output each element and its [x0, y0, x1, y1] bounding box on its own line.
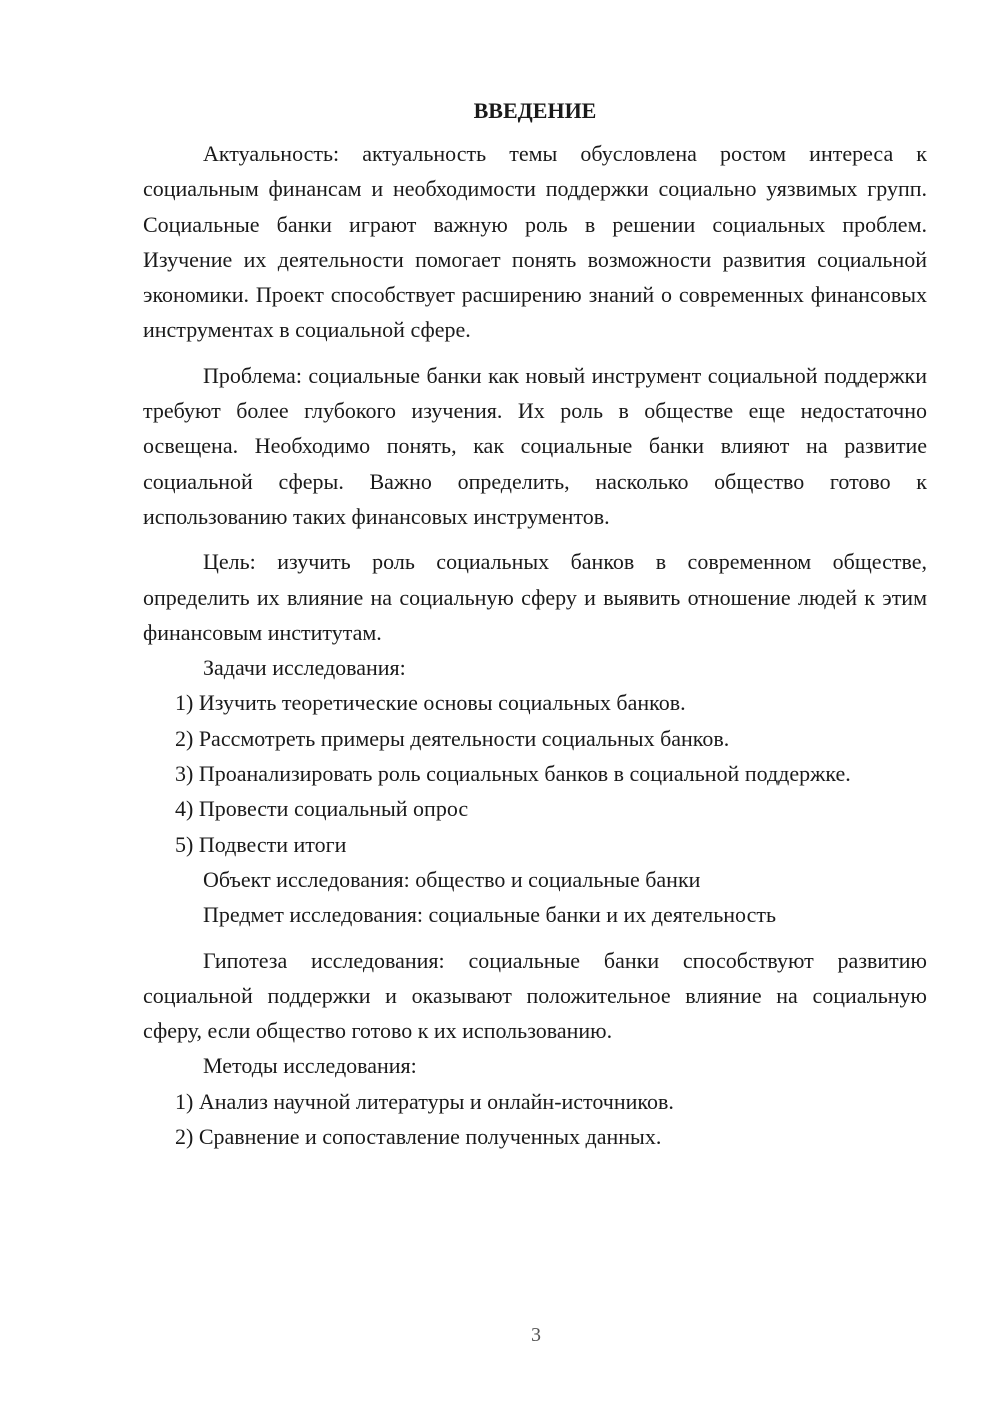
method-item-2: 2) Сравнение и сопоставление полученных данных.	[175, 1124, 662, 1150]
methods-heading: Методы исследования:	[203, 1053, 417, 1079]
task-item-5: 5) Подвести итоги	[175, 831, 347, 857]
task-item-1: 1) Изучить теоретические основы социальных банков.	[175, 690, 686, 716]
page-number: 3	[531, 1324, 541, 1346]
tasks-heading: Задачи исследования:	[203, 655, 406, 681]
problem-paragraph: Проблема: социальные банки как новый инструмент социальной поддержки требуют более глубокого изучения. Их роль в обществе еще недостаточно освещена. Необходимо понять, как социальные банки влияют на развитие социальной сферы. Важно определить, насколько общество готово к использованию таких финансовых инструментов.	[143, 362, 927, 529]
goal-paragraph: Цель: изучить роль социальных банков в современном обществе, определить их влияние на социальную сферу и выявить отношение людей к этим финансовым институтам.	[143, 549, 927, 645]
task-item-3: 3) Проанализировать роль социальных банков в социальной поддержке.	[175, 761, 851, 787]
method-item-1: 1) Анализ научной литературы и онлайн-источников.	[175, 1088, 674, 1114]
document-page	[143, 95, 927, 1154]
relevance-paragraph: Актуальность: актуальность темы обусловлена ростом интереса к социальным финансам и необходимости поддержки социально уязвимых групп. Социальные банки играют важную роль в решении социальных проблем. Изучение их деятельности помогает понять возможности развития социальной экономики. Проект способствует расширению знаний о современных финансовых инструментах в социальной сфере.	[143, 141, 927, 343]
task-item-4: 4) Провести социальный опрос	[175, 796, 469, 822]
page-title: ВВЕДЕНИЕ	[473, 98, 597, 123]
hypothesis-paragraph: Гипотеза исследования: социальные банки способствуют развитию социальной поддержки и оказывают положительное влияние на социальную сферу, если общество готово к их использованию.	[143, 947, 927, 1044]
research-subject: Предмет исследования: социальные банки и их деятельность	[203, 902, 776, 928]
research-object: Объект исследования: общество и социальные банки	[203, 866, 701, 892]
task-item-2: 2) Рассмотреть примеры деятельности социальных банков.	[175, 725, 730, 751]
